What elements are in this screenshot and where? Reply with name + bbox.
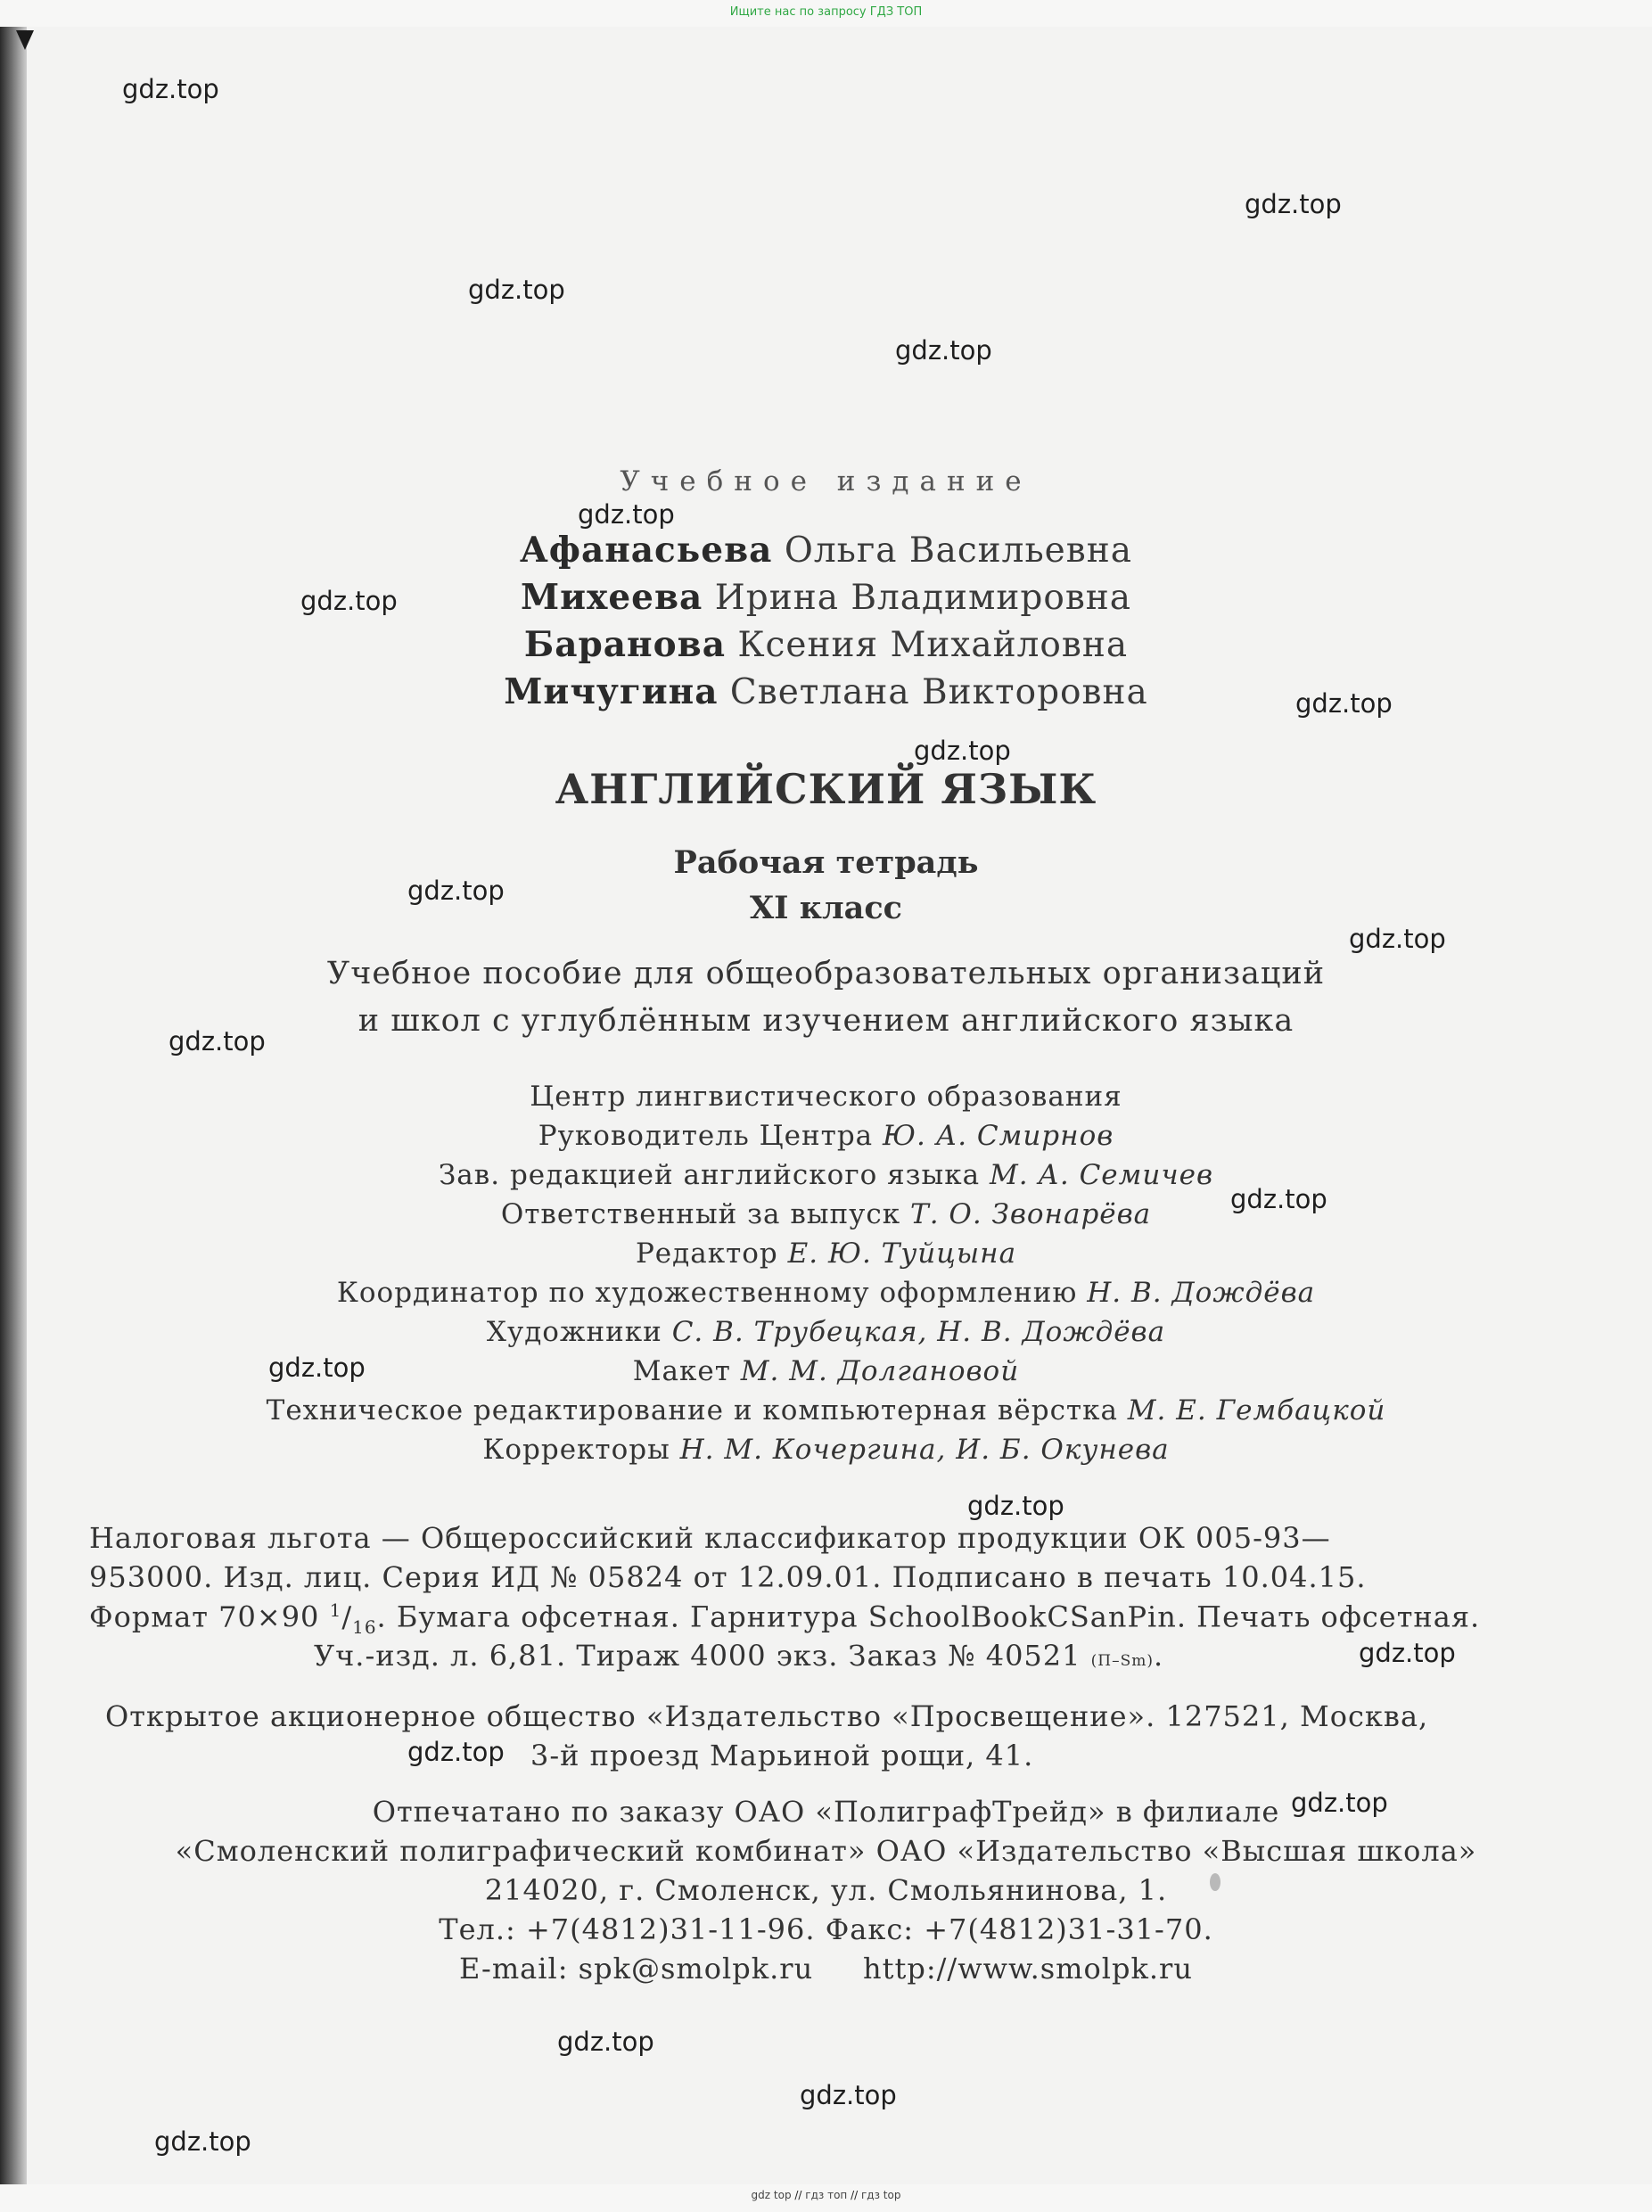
footer-link[interactable]: gdz top — [751, 2189, 792, 2201]
credit-role: Техническое редактирование и компьютерная вёрстка — [266, 1394, 1118, 1427]
watermark: gdz.top — [914, 736, 1011, 766]
watermark: gdz.top — [407, 876, 505, 906]
watermark: gdz.top — [154, 2126, 251, 2157]
book-subtitle: Рабочая тетрадь — [673, 844, 979, 881]
watermark: gdz.top — [1349, 924, 1446, 954]
credit-name: Н. М. Кочергина, И. Б. Окунева — [679, 1434, 1170, 1466]
credit-line — [0, 1394, 1652, 1427]
author-given-name: Светлана Викторовна — [729, 672, 1148, 712]
credit-line — [0, 1081, 1652, 1113]
imprint-format: Формат 70×90 — [89, 1599, 330, 1634]
watermark: gdz.top — [1230, 1184, 1327, 1214]
edition-type: Учебное издание — [620, 465, 1032, 497]
credit-name: Н. В. Дождёва — [1087, 1277, 1316, 1309]
watermark: gdz.top — [967, 1491, 1064, 1521]
credit-role: Корректоры — [482, 1434, 670, 1466]
credit-role: Руководитель Центра — [538, 1120, 874, 1152]
author-line — [0, 624, 1652, 665]
imprint-fraction-denominator: 16 — [352, 1616, 377, 1639]
header-search-link[interactable]: Ищите нас по запросу ГДЗ ТОП — [729, 5, 923, 19]
footer-link[interactable]: гдз top — [860, 2189, 901, 2201]
credit-line — [0, 1434, 1652, 1466]
publisher-line: 3-й проезд Марьиной рощи, 41. — [530, 1739, 1034, 1772]
author-line — [0, 530, 1652, 571]
author-given-name: Ирина Владимировна — [714, 578, 1132, 618]
book-title: АНГЛИЙСКИЙ ЯЗЫК — [555, 765, 1097, 813]
imprint-print-run: Уч.-изд. л. 6,81. Тираж 4000 экз. Заказ № 40521 — [314, 1639, 1081, 1673]
author-surname: Михеева — [520, 577, 703, 618]
credit-line — [0, 1316, 1652, 1348]
author-given-name: Ксения Михайловна — [737, 625, 1129, 665]
printer-contacts: E-mail: spk@smolpk.ru http://www.smolpk.ru — [459, 1952, 1193, 1986]
author-surname: Афанасьева — [520, 530, 773, 571]
imprint-line: 953000. Изд. лиц. Серия ИД № 05824 от 12.09.01. Подписано в печать 10.04.15. — [89, 1560, 1367, 1594]
watermark: gdz.top — [1295, 688, 1393, 719]
watermark: gdz.top — [468, 275, 565, 305]
printer-line: «Смоленский полиграфический комбинат» ОАО «Издательство «Высшая школа» — [175, 1834, 1477, 1868]
credit-role: Макет — [632, 1355, 731, 1387]
watermark: gdz.top — [168, 1026, 266, 1057]
watermark: gdz.top — [895, 335, 992, 366]
credit-role: Редактор — [635, 1238, 778, 1270]
credit-name: М. Е. Гембацкой — [1127, 1394, 1386, 1427]
credit-role: Координатор по художественному оформлению — [336, 1277, 1078, 1309]
description-line: и школ с углублённым изучением английского языка — [358, 1003, 1294, 1039]
imprint-order-code: (П–Sm) — [1090, 1652, 1155, 1670]
credit-name: Е. Ю. Туйцына — [787, 1238, 1017, 1270]
imprint-fraction-numerator: 1 — [329, 1599, 342, 1621]
credit-name: М. А. Семичев — [989, 1159, 1213, 1191]
credit-role: Ответственный за выпуск — [500, 1198, 901, 1230]
watermark: gdz.top — [407, 1737, 505, 1767]
watermark: gdz.top — [800, 2080, 897, 2110]
imprint-line: Формат 70×90 $^1/_{16}$. Бумага офсетная. Гарнитура SchoolBookCSanPin. Печать офсетная. — [89, 1599, 1481, 1639]
imprint-line: Налоговая льгота — Общероссийский классификатор продукции ОК 005-93— — [89, 1521, 1331, 1555]
author-surname: Баранова — [523, 624, 726, 665]
printer-line: Отпечатано по заказу ОАО «ПолиграфТрейд» в филиале — [372, 1795, 1280, 1829]
watermark: gdz.top — [300, 586, 398, 616]
description-line: Учебное пособие для общеобразовательных организаций — [326, 956, 1326, 991]
imprint-period: . — [1154, 1639, 1164, 1673]
credit-line — [0, 1159, 1652, 1191]
credit-line — [0, 1120, 1652, 1152]
credit-line — [0, 1277, 1652, 1309]
credit-name: Т. О. Звонарёва — [910, 1198, 1152, 1230]
imprint-paper: . Бумага офсетная. Гарнитура SchoolBookCSanPin. Печать офсетная. — [376, 1599, 1481, 1634]
imprint-line — [314, 1639, 1163, 1673]
author-given-name: Ольга Васильевна — [784, 530, 1132, 571]
author-line — [0, 671, 1652, 712]
credit-name: С. В. Трубецкая, Н. В. Дождёва — [671, 1316, 1166, 1348]
watermark: gdz.top — [578, 499, 675, 530]
watermark: gdz.top — [557, 2027, 654, 2057]
printer-line: Тел.: +7(4812)31-11-96. Факс: +7(4812)31-31-70. — [439, 1912, 1213, 1946]
watermark: gdz.top — [122, 74, 219, 104]
spine-mark — [16, 30, 34, 50]
credit-line — [0, 1355, 1652, 1387]
author-line — [0, 577, 1652, 618]
publisher-line: Открытое акционерное общество «Издательство «Просвещение». 127521, Москва, — [105, 1699, 1429, 1733]
credit-role: Центр лингвистического образования — [530, 1081, 1122, 1113]
credit-name: М. М. Долгановой — [740, 1355, 1020, 1387]
credit-role: Зав. редакцией английского языка — [438, 1159, 981, 1191]
credit-role: Художники — [486, 1316, 662, 1348]
watermark: gdz.top — [268, 1353, 366, 1383]
author-surname: Мичугина — [504, 671, 719, 712]
credit-name: Ю. А. Смирнов — [883, 1120, 1114, 1152]
footer-link[interactable]: гдз топ — [805, 2189, 848, 2201]
watermark: gdz.top — [1291, 1788, 1388, 1818]
watermark: gdz.top — [1359, 1638, 1456, 1668]
footer-links: gdz top // гдз топ // гдз top — [751, 2189, 901, 2201]
watermark: gdz.top — [1245, 189, 1342, 219]
credit-line — [0, 1198, 1652, 1230]
credit-line — [0, 1238, 1652, 1270]
grade: XI класс — [750, 890, 902, 926]
printer-line: 214020, г. Смоленск, ул. Смольянинова, 1. — [484, 1873, 1168, 1907]
